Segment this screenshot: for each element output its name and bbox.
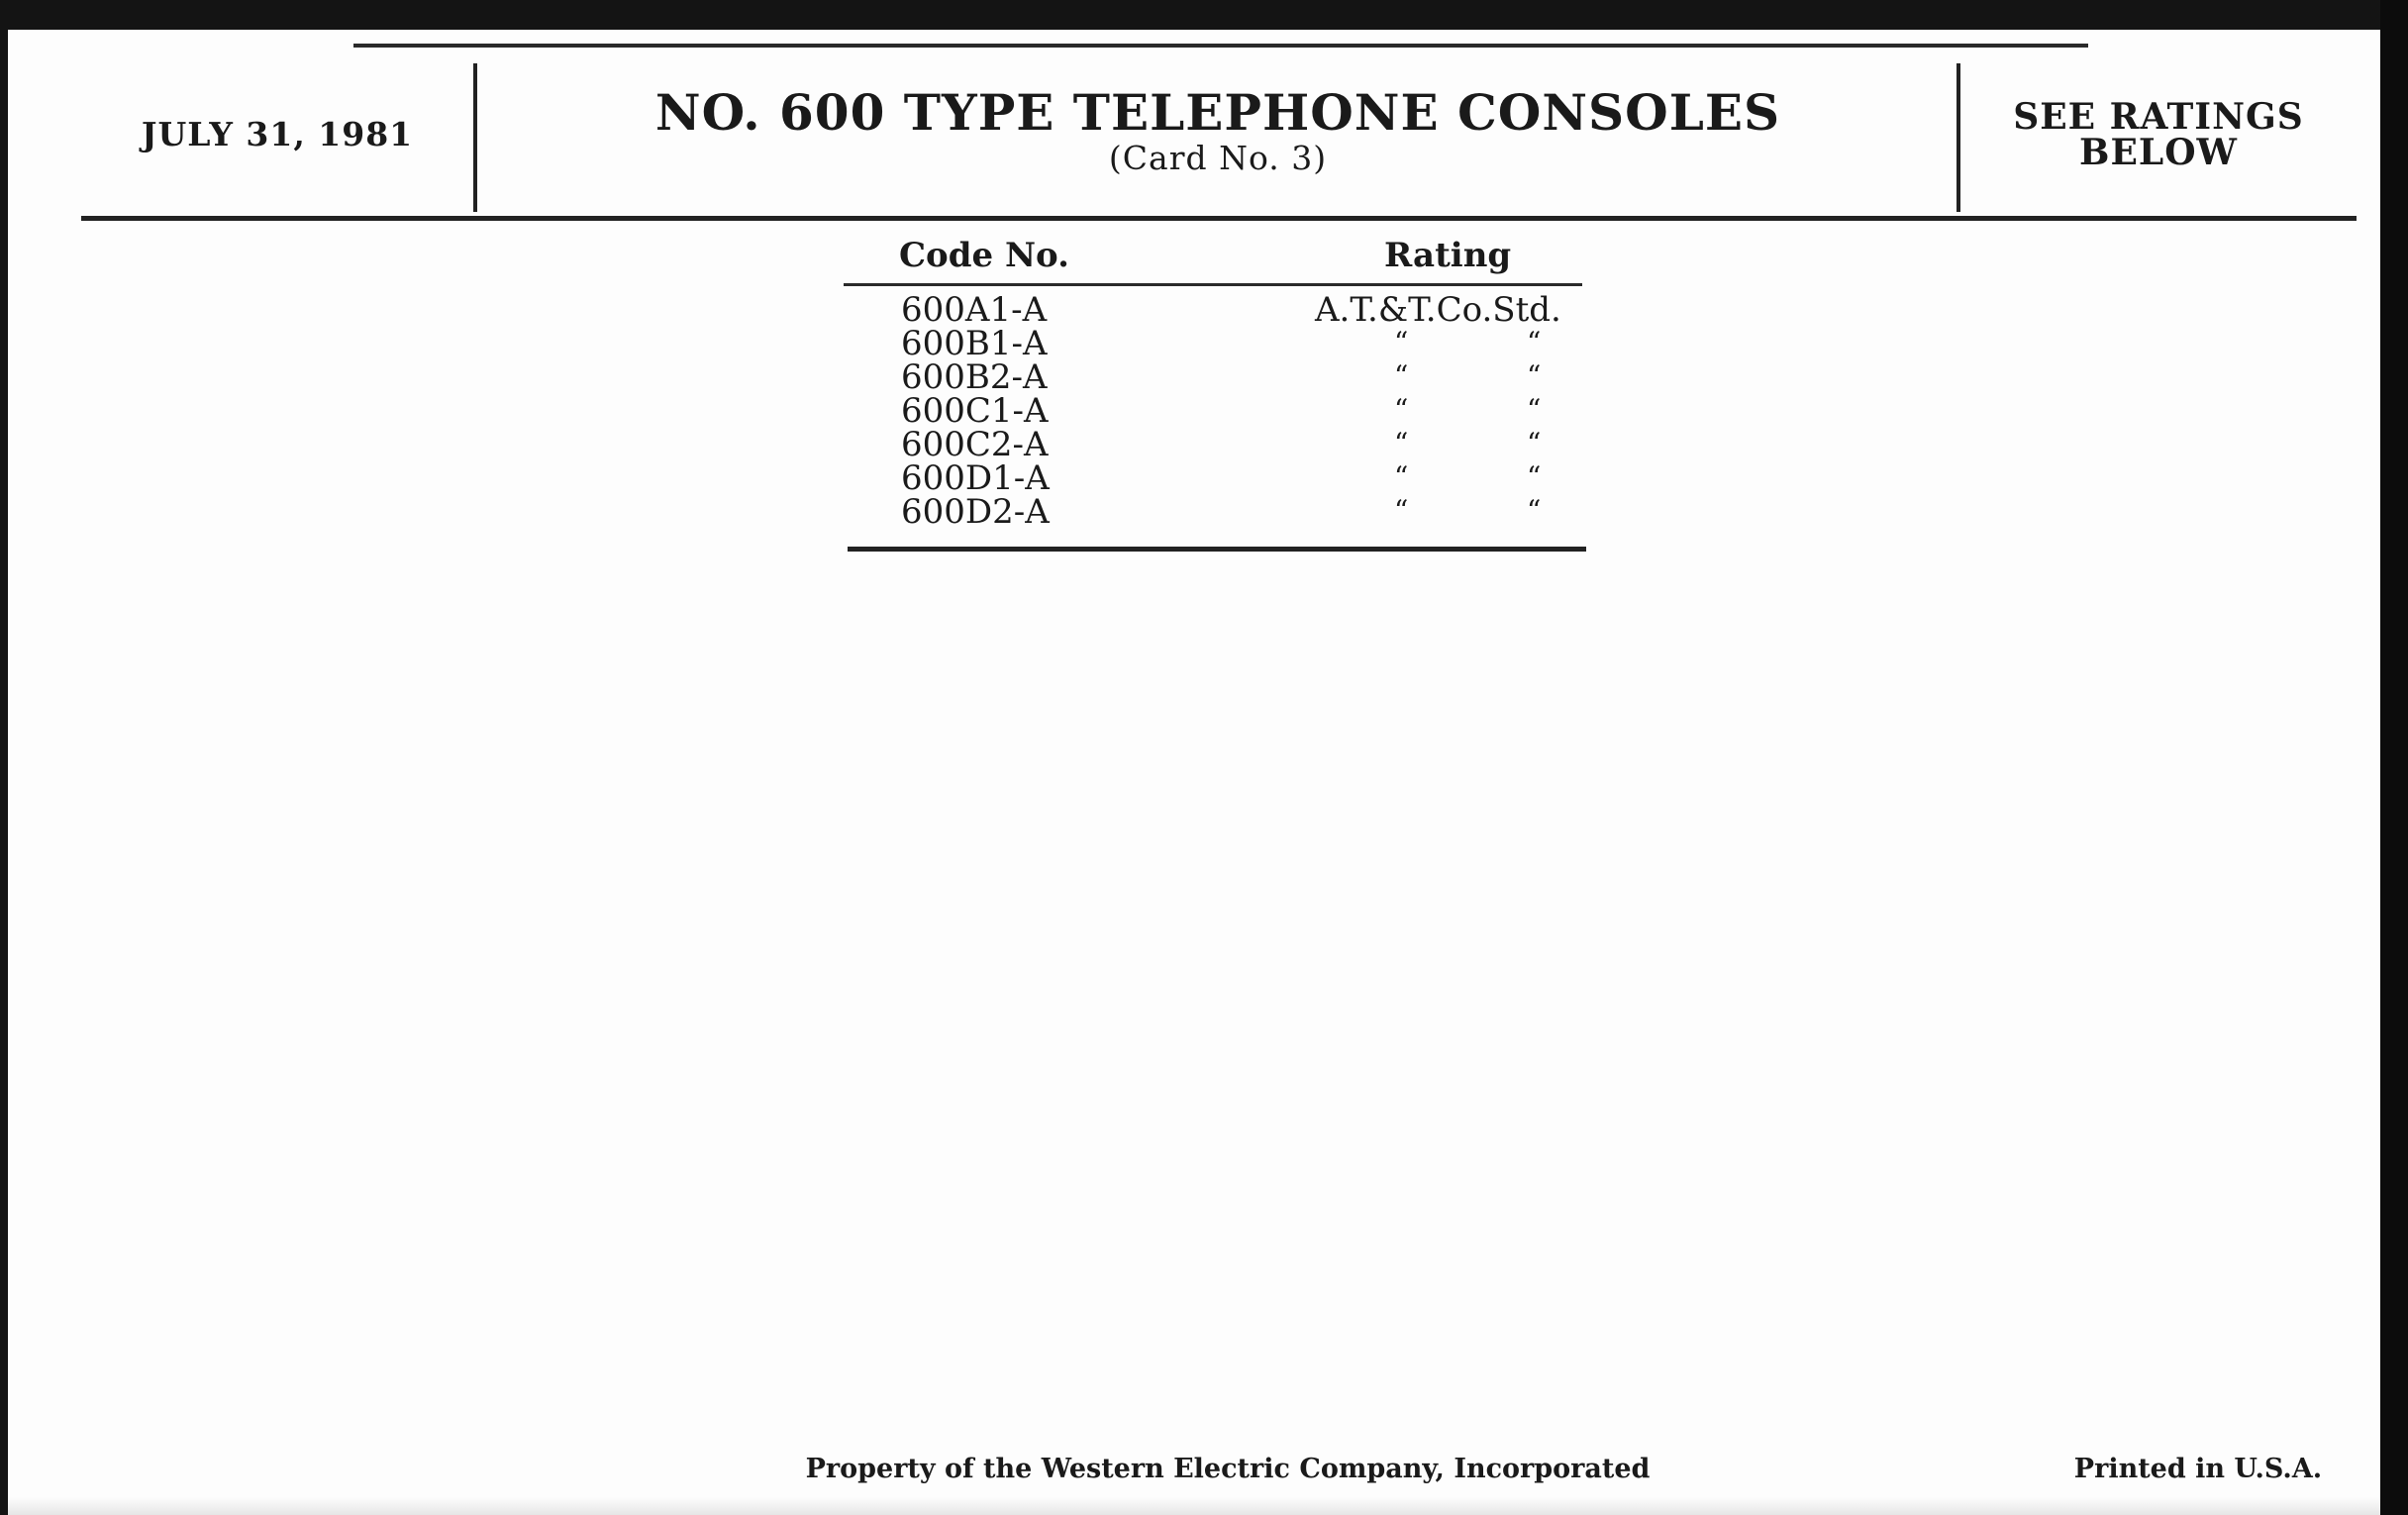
ratings-note-line-2: BELOW xyxy=(2079,132,2238,173)
ratings-note-line-1: SEE RATINGS xyxy=(2013,96,2304,138)
code-cell: 600C1-A xyxy=(901,391,1049,431)
ditto-mark: “ xyxy=(1527,359,1542,392)
table-rule-bottom xyxy=(848,547,1586,552)
ditto-mark: “ xyxy=(1394,326,1409,358)
property-notice: Property of the Western Electric Company, Incorporated xyxy=(805,1454,1651,1484)
ditto-mark: “ xyxy=(1527,326,1542,358)
ditto-mark: “ xyxy=(1394,460,1409,493)
table-rule-top xyxy=(844,283,1582,286)
index-card xyxy=(8,30,2380,1515)
card-bottom-edge xyxy=(8,1497,2380,1515)
code-cell: 600C2-A xyxy=(901,425,1049,464)
table-row xyxy=(844,324,1586,363)
code-cell: 600B2-A xyxy=(901,357,1048,397)
card-subtitle: (Card No. 3) xyxy=(1108,139,1328,177)
header-divider-left xyxy=(473,63,477,212)
ditto-mark: “ xyxy=(1527,393,1542,426)
table-row xyxy=(844,391,1586,431)
table-row xyxy=(844,425,1586,464)
printed-notice: Printed in U.S.A. xyxy=(2073,1454,2323,1484)
ditto-mark: “ xyxy=(1394,427,1409,459)
card-date: JULY 31, 1981 xyxy=(141,115,414,153)
table-row xyxy=(844,458,1586,498)
code-cell: 600D1-A xyxy=(901,458,1050,498)
ditto-mark: “ xyxy=(1394,393,1409,426)
scan-edge xyxy=(2380,0,2408,1515)
code-cell: 600B1-A xyxy=(901,324,1048,363)
table-row xyxy=(844,492,1586,532)
ditto-mark: “ xyxy=(1394,494,1409,527)
card-title: NO. 600 TYPE TELEPHONE CONSOLES xyxy=(654,83,1781,142)
table-body xyxy=(844,290,1586,532)
header-rule xyxy=(81,216,2357,221)
ratings-note xyxy=(1970,96,2347,173)
table-row xyxy=(844,290,1586,330)
code-cell: 600D2-A xyxy=(901,492,1050,532)
code-cell: 600A1-A xyxy=(901,290,1048,330)
ditto-mark: “ xyxy=(1527,460,1542,493)
table-row xyxy=(844,357,1586,397)
rating-cell: A.T.&T.Co.Std. xyxy=(1315,290,1561,330)
ditto-mark: “ xyxy=(1394,359,1409,392)
column-header-rating: Rating xyxy=(1384,236,1512,275)
ditto-mark: “ xyxy=(1527,494,1542,527)
header-divider-right xyxy=(1956,63,1960,212)
column-header-code: Code No. xyxy=(899,236,1069,275)
top-rule xyxy=(353,44,2088,48)
ditto-mark: “ xyxy=(1527,427,1542,459)
